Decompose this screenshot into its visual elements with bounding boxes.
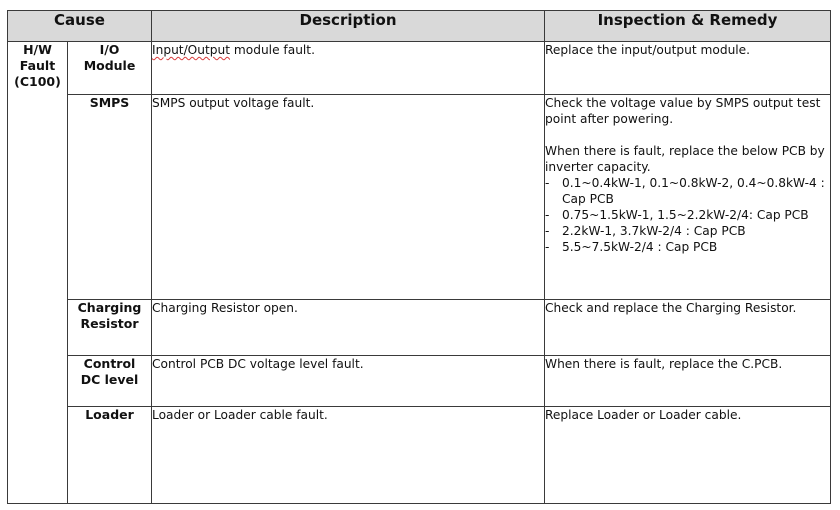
main-cause-line: (C100): [14, 74, 61, 89]
main-cause-line: H/W: [23, 42, 52, 57]
remedy-cell: Replace Loader or Loader cable.: [545, 407, 831, 504]
sub-cause-line: Loader: [85, 407, 134, 422]
sub-cause-line: Module: [83, 58, 136, 73]
sub-cause-line: Charging: [77, 300, 142, 315]
remedy-cell: Replace the input/output module.: [545, 42, 831, 95]
sub-cause-line: SMPS: [89, 95, 130, 110]
list-item: - 0.75~1.5kW-1, 1.5~2.2kW-2/4: Cap PCB: [545, 208, 809, 222]
header-row: [8, 11, 831, 42]
description-cell: [152, 42, 545, 95]
sub-cause-line: I/O: [99, 42, 120, 57]
remedy-cell: When there is fault, replace the C.PCB.: [545, 356, 831, 407]
capacity-list: [545, 175, 830, 255]
main-cause-cell: [8, 42, 68, 504]
main-cause-line: Fault: [19, 58, 56, 73]
sub-cause-cell: [68, 95, 152, 300]
remedy-paragraph: When there is fault, replace the below PCB by inverter capacity.: [545, 144, 825, 174]
description-cell: Charging Resistor open.: [152, 300, 545, 356]
sub-cause-line: Resistor: [80, 316, 139, 331]
description-cell: SMPS output voltage fault.: [152, 95, 545, 300]
sub-cause-cell: [68, 407, 152, 504]
header-cause: Cause: [8, 11, 152, 42]
header-description: Description: [152, 11, 545, 42]
remedy-paragraph: Check the voltage value by SMPS output test point after powering.: [545, 96, 821, 126]
table-row: [8, 356, 831, 407]
table-row: [8, 42, 831, 95]
sub-cause-cell: [68, 300, 152, 356]
description-cell: Control PCB DC voltage level fault.: [152, 356, 545, 407]
remedy-cell: Check and replace the Charging Resistor.: [545, 300, 831, 356]
description-text: module fault.: [230, 43, 315, 57]
sub-cause-line: Control: [83, 356, 136, 371]
list-item: - 2.2kW-1, 3.7kW-2/4 : Cap PCB: [545, 224, 746, 238]
table-row: [8, 407, 831, 504]
list-item: - 0.1~0.4kW-1, 0.1~0.8kW-2, 0.4~0.8kW-4 : Cap PCB: [545, 176, 825, 206]
table-row: [8, 300, 831, 356]
list-item: - 5.5~7.5kW-2/4 : Cap PCB: [545, 240, 718, 254]
description-cell: Loader or Loader cable fault.: [152, 407, 545, 504]
sub-cause-cell: [68, 356, 152, 407]
sub-cause-cell: [68, 42, 152, 95]
header-remedy: Inspection & Remedy: [545, 11, 831, 42]
fault-table: [7, 10, 831, 504]
remedy-cell: [545, 95, 831, 300]
spellcheck-word: Input/Output: [152, 43, 231, 57]
sub-cause-line: DC level: [80, 372, 139, 387]
table-row: [8, 95, 831, 300]
